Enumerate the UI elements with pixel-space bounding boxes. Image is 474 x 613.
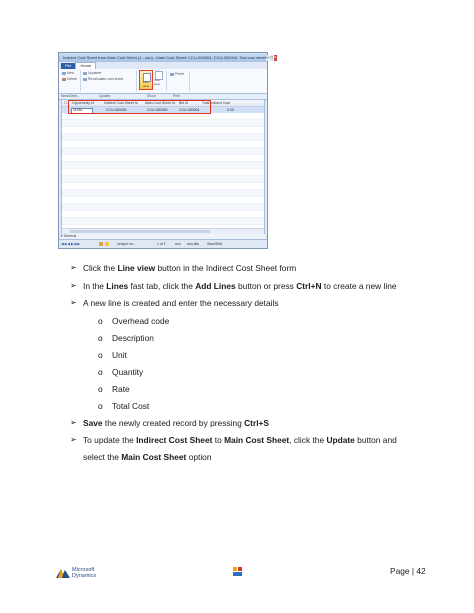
status-mode: Save/Edit (207, 242, 222, 246)
bullet-arrow-icon: ➢ (70, 435, 77, 444)
maximize-button[interactable]: □ (269, 54, 273, 61)
ribbon-separator (189, 71, 190, 91)
col-indirect-cost-sheet-id[interactable]: Indirect Cost Sheet Id (104, 101, 138, 105)
bullet-circle-icon: o (98, 333, 103, 343)
bullet-arrow-icon: ➢ (70, 298, 77, 307)
recalculate-icon (83, 78, 87, 81)
print-button[interactable]: Print▾ (170, 72, 184, 76)
group-update: Update (99, 94, 111, 98)
brand-text: Microsoft Dynamics (72, 567, 97, 579)
col-total-indirect-cost[interactable]: Total Indirect Cost (202, 101, 231, 105)
status-bar (59, 239, 267, 248)
ribbon-separator (80, 71, 81, 91)
cell-main-cost-sheet-id: CCU-000026 (147, 108, 168, 112)
bullet-circle-icon: o (98, 316, 103, 326)
detail-item: Description (112, 333, 154, 343)
status-unique: Unique nu... (117, 242, 136, 246)
ribbon (59, 69, 267, 94)
line-view-button[interactable]: Line view (139, 70, 153, 90)
step-add-lines: In the Lines fast tab, click the Add Lines button or press Ctrl+N to create a new line (83, 281, 397, 291)
cell-indirect-cost-sheet-id: CCU-000028 (106, 108, 127, 112)
ribbon-tabs (59, 62, 267, 69)
general-fasttab[interactable]: ▾ General (61, 234, 265, 239)
minimize-button[interactable]: – (265, 54, 269, 61)
printer-icon (170, 73, 174, 76)
new-button[interactable]: New (62, 71, 74, 75)
delete-button[interactable]: Delete (62, 77, 77, 81)
step-update: To update the Indirect Cost Sheet to Main Cost Sheet, click the Update button and (83, 435, 397, 445)
chevron-down-icon: ▾ (61, 234, 63, 238)
bullet-arrow-icon: ➢ (70, 263, 77, 272)
detail-item: Rate (112, 384, 130, 394)
status-user: usu.dks (187, 242, 200, 246)
detail-item: Quantity (112, 367, 144, 377)
delete-icon (62, 78, 66, 81)
record-navigation[interactable]: ◀◀ ◀ ▶ ▶▶ (61, 242, 81, 246)
status-company: usu (175, 242, 181, 246)
step-update-continued: select the Main Cost Sheet option (83, 452, 212, 462)
update-button[interactable]: Update▾ (83, 71, 101, 75)
cell-bid-id: CCU-000004 (179, 108, 200, 112)
bullet-circle-icon: o (98, 401, 103, 411)
detail-item: Total Cost (112, 401, 150, 411)
group-new-delete: New/Delet... (61, 94, 81, 98)
detail-item: Unit (112, 350, 127, 360)
bullet-arrow-icon: ➢ (70, 281, 77, 290)
empty-rows (62, 113, 264, 224)
page-number: Page | 42 (390, 566, 426, 576)
window-titlebar (59, 53, 277, 62)
bullet-circle-icon: o (98, 367, 103, 377)
window-title: Indirect Cost Sheet from Main Cost Sheet (1 - usu) - Main Cost Sheet: CCU-000004, CCU-000004: Test cost sheet (63, 55, 266, 60)
col-opportunity-id[interactable]: Opportunity Id (72, 101, 94, 105)
bullet-arrow-icon: ➢ (70, 418, 77, 427)
bullet-circle-icon: o (98, 350, 103, 360)
close-button[interactable]: × (273, 54, 277, 61)
document-icon[interactable] (105, 242, 109, 246)
tab-file[interactable]: File (61, 63, 75, 69)
ribbon-separator (166, 71, 167, 91)
status-record: 1 of 1 (157, 242, 166, 246)
step-save: Save the newly created record by pressing Ctrl+S (83, 418, 269, 428)
update-icon (83, 72, 87, 75)
cost-sheet-grid (61, 99, 265, 235)
group-show: Show (147, 94, 156, 98)
tab-home[interactable]: Home (75, 62, 96, 69)
detail-item: Overhead code (112, 316, 170, 326)
select-all-checkbox[interactable]: ☐ (64, 101, 68, 105)
cell-total-indirect-cost: 0.00 (227, 108, 234, 112)
microsoft-dynamics-logo-icon (56, 568, 70, 579)
company-logo-icon (232, 566, 243, 577)
step-new-line: A new line is created and enter the necessary details (83, 298, 279, 308)
edit-icon[interactable] (99, 242, 103, 246)
ribbon-separator (136, 71, 137, 91)
highlight-box (68, 100, 211, 114)
col-bid-id[interactable]: Bid Id (179, 101, 188, 105)
group-print: Print (173, 94, 181, 98)
embedded-screenshot (58, 52, 277, 249)
recalculate-button[interactable]: Recalculate cost sheet (83, 77, 123, 81)
lines-button[interactable]: Line view (154, 71, 163, 85)
col-main-cost-sheet-id[interactable]: Main Cost Sheet Id (145, 101, 175, 105)
new-icon (62, 72, 66, 75)
step-line-view: Click the Line view button in the Indirect Cost Sheet form (83, 263, 297, 273)
cell-opportunity-id: 11451 (73, 108, 83, 112)
bullet-circle-icon: o (98, 384, 103, 394)
